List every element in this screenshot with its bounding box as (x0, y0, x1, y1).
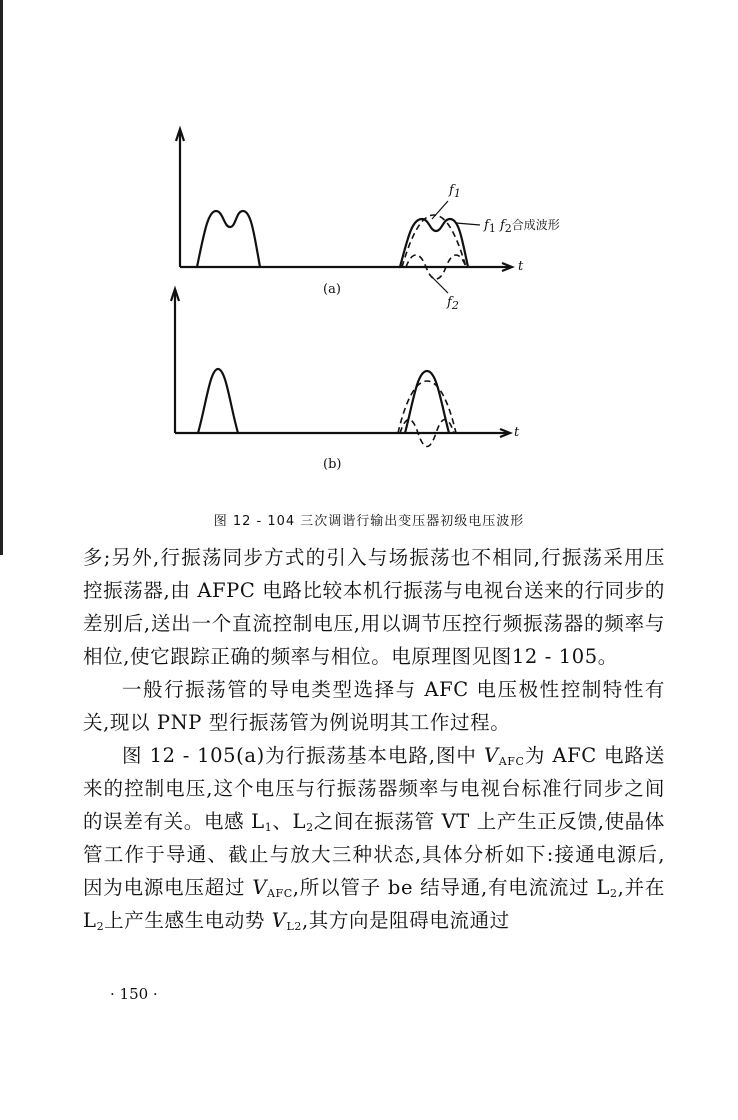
paragraph-3: 图 12 - 105(a)为行振荡基本电路,图中 $V_{AFC}$为 AFC 电路送来的控制电压,这个电压与行振荡器频率与电视台标准行同步之间的误差有关。电感 $L_1$、$L_2$之间在振荡管 VT 上产生正反馈,使晶体管工作于导通、截止与放大三种状态,具体分析如下:接通电源后,因为电源电压超过 $V_{AFC}$,所以管子 be 结导通,有电流流过 $L_2$,并在 $L_2$上产生感生电动势 $V_{L2}$,其方向是阻碍电流通过 (83, 744, 665, 933)
body-text (83, 541, 665, 937)
f1-label: $f_1$ (449, 183, 461, 200)
axis-a-t-label: t (518, 259, 524, 274)
leader-mix (456, 223, 480, 225)
waveform-svg (150, 115, 620, 495)
paragraph-2: 一般行振荡管的导电类型选择与 AFC 电压极性控制特性有关,现以 PNP 型行振荡管为例说明其工作过程。 (83, 678, 665, 734)
waveform-figure (150, 115, 620, 495)
f2-label: $f_2$ (447, 295, 459, 312)
pulse-a-left (197, 211, 260, 267)
pulse-b-left (198, 369, 238, 433)
figure-caption: 图 12 - 104 三次调谐行输出变压器初级电压波形 (213, 514, 525, 529)
panel-b-label: (b) (323, 457, 342, 472)
panel-a-label: (a) (323, 282, 341, 297)
axis-b-t-label: t (514, 425, 520, 440)
scan-edge-rule (0, 0, 3, 555)
paragraph-1: 多;另外,行振荡同步方式的引入与场振荡也不相同,行振荡采用压控振荡器,由 AFPC 电路比较本机行振荡与电视台送来的行同步的差别后,送出一个直流控制电压,用以调节压控行频振荡器的频率与相位,使它跟踪正确的频率与相位。电原理图见图12 - 105。 (83, 546, 665, 668)
composite-label: $f_1$ $f_2$合成波形 (484, 218, 560, 235)
leader-f2 (432, 277, 448, 293)
page-number: · 150 · (110, 985, 158, 1003)
